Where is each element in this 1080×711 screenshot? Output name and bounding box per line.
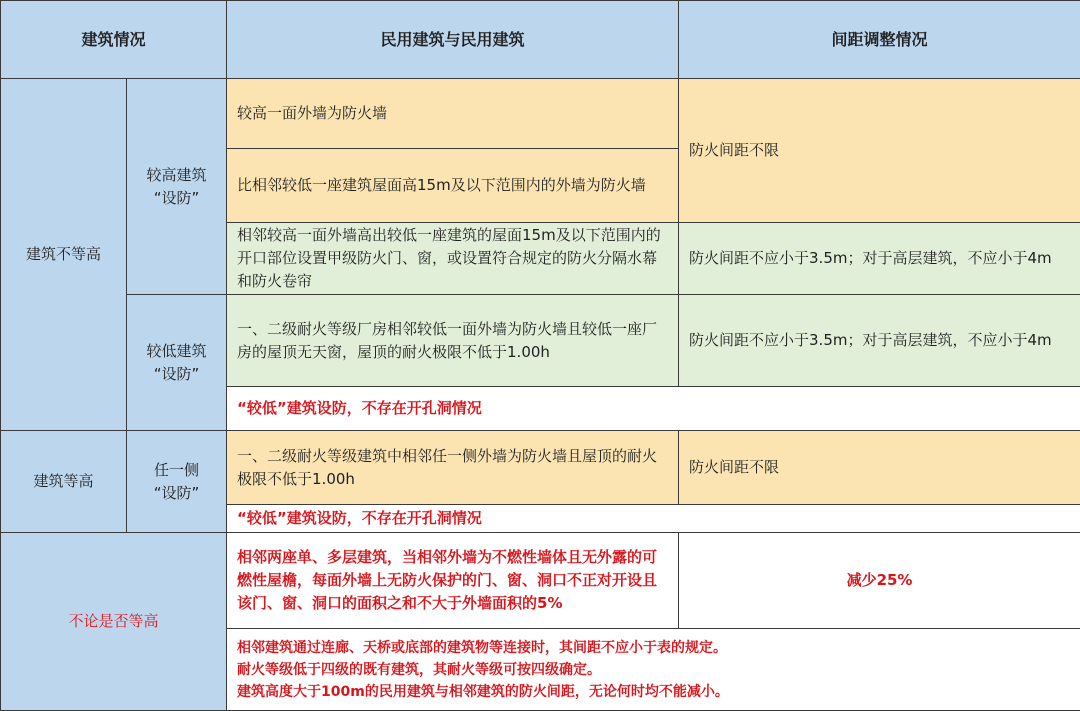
header-building: 建筑情况: [1, 1, 227, 79]
group-label-any: 不论是否等高: [1, 533, 227, 711]
subgroup-label-side: 任一侧 “设防”: [127, 431, 227, 533]
header-row: [1, 1, 1080, 79]
group-label-equal: 建筑等高: [1, 431, 127, 533]
condition-cell: 相邻较高一面外墙高出较低一座建筑的屋面15m及以下范围内的开口部位设置甲级防火门、窗，或设置符合规定的防火分隔水幕和防火卷帘: [227, 223, 679, 295]
header-civil: 民用建筑与民用建筑: [227, 1, 679, 79]
table-row: [1, 79, 1080, 149]
group-label-unequal: 建筑不等高: [1, 79, 127, 431]
subgroup-label-lower: 较低建筑 “设防”: [127, 295, 227, 431]
notes-cell: [227, 629, 1080, 711]
note-cell: “较低”建筑设防，不存在开孔洞情况: [227, 505, 1080, 533]
table-row: [1, 295, 1080, 387]
spacing-cell: 防火间距不限: [679, 431, 1080, 505]
condition-cell: 一、二级耐火等级建筑中相邻任一侧外墙为防火墙且屋顶的耐火极限不低于1.00h: [227, 431, 679, 505]
note-cell: “较低”建筑设防，不存在开孔洞情况: [227, 387, 1080, 431]
note-line: 相邻建筑通过连廊、天桥或底部的建筑物等连接时，其间距不应小于表的规定。: [237, 637, 1072, 659]
note-line: 建筑高度大于100m的民用建筑与相邻建筑的防火间距，无论何时均不能减小。: [237, 681, 1072, 703]
note-line: 耐火等级低于四级的既有建筑，其耐火等级可按四级确定。: [237, 659, 1072, 681]
header-spacing: 间距调整情况: [679, 1, 1080, 79]
table-row: [1, 533, 1080, 629]
subgroup-label-taller: 较高建筑 “设防”: [127, 79, 227, 295]
spacing-cell: 防火间距不限: [679, 79, 1080, 223]
condition-cell: 较高一面外墙为防火墙: [227, 79, 679, 149]
table-row: [1, 431, 1080, 505]
condition-cell: 比相邻较低一座建筑屋面高15m及以下范围内的外墙为防火墙: [227, 149, 679, 223]
condition-cell: 相邻两座单、多层建筑，当相邻外墙为不燃性墙体且无外露的可燃性屋檐，每面外墙上无防火保护的门、窗、洞口不正对开设且该门、窗、洞口的面积之和不大于外墙面积的5%: [227, 533, 679, 629]
spacing-cell: 防火间距不应小于3.5m；对于高层建筑，不应小于4m: [679, 223, 1080, 295]
condition-cell: 一、二级耐火等级厂房相邻较低一面外墙为防火墙且较低一座厂房的屋顶无天窗，屋顶的耐火极限不低于1.00h: [227, 295, 679, 387]
spacing-cell: 减少25%: [679, 533, 1080, 629]
spacing-cell: 防火间距不应小于3.5m；对于高层建筑，不应小于4m: [679, 295, 1080, 387]
